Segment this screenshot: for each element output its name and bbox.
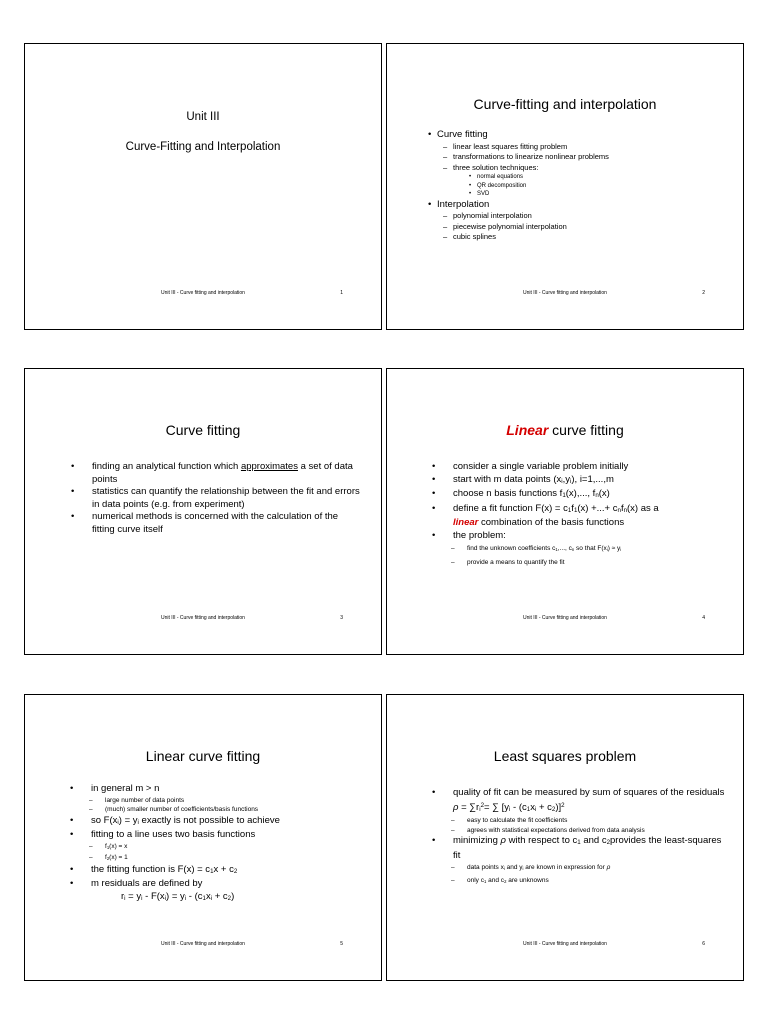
slide-3-title: Curve fitting [165,422,241,438]
slide-1 [24,43,382,330]
footer-text: Unit III - Curve fitting and interpolation [161,615,245,621]
bullet: • fitting to a line uses two basis functions [70,829,256,840]
slide-1-title: Unit III [186,111,220,123]
slide-6-title: Least squares problem [493,748,637,764]
bullet: • define a fit function $F(x) = c_1f_1(x)$ +...+ $c_nf_n(x)$ as a linear combination of the basis functions [432,502,659,528]
sub-bullet: – only $c_1$ and $c_2$ are unknowns [451,877,549,884]
sub-bullet: – agrees with statistical expectations derived from data analysis [451,826,645,834]
sub-bullet: – (much) smaller number of coefficients/basis functions [89,806,259,813]
sub-bullet: – three solution techniques: [443,162,539,172]
page-number: 5 [340,941,343,947]
sub-sub-bullet: • SVD [469,191,490,197]
bullet: • finding an analytical function which approximates a set of data points [71,461,353,485]
page-number: 4 [702,615,705,621]
bullet: • m residuals are defined by [70,878,203,889]
bullet: • consider a single variable problem initially [432,461,629,472]
sub-bullet: – cubic splines [443,232,496,241]
page-number: 1 [340,290,343,296]
sub-bullet: – large number of data points [89,796,185,804]
bullet: • the fitting function is $F(x) = c_1x + c_2$ [70,863,238,875]
slide-2-title: Curve-fitting and interpolation [473,96,657,112]
residual-equation: $r_i = y_i - F(x_i) = y_i - (c_1x_i + c_2)$ [121,890,235,902]
slide-6 [386,694,744,981]
sub-bullet: – polynomial interpolation [443,211,532,220]
bullet: • in general m > n [70,783,160,794]
page-number: 2 [702,290,705,296]
slide-5 [24,694,382,981]
slide-5-title: Linear curve fitting [145,748,261,764]
bullet: • Curve fitting [428,129,488,140]
footer-text: Unit III - Curve fitting and interpolation [523,290,607,296]
bullet: • minimizing ρ with respect to $c_1$ and $c_2provides$ the least-squares fit [432,835,722,861]
bullet: • Interpolation [428,198,490,210]
sub-bullet: – $f_2(x) = 1$ [89,853,128,861]
bullet: • so $F(x_i) = y_i$ exactly is not possible to achieve [70,814,280,826]
bullet: • statistics can quantify the relationship between the fit and errors in data points (e.g. from experiment) [71,486,360,510]
sub-bullet: – piecewise polynomial interpolation [443,221,567,231]
sub-bullet: – easy to calculate the fit coefficients [451,817,568,824]
slide-4-title: Linear curve fitting [506,422,624,438]
sub-bullet: – data points $x_i$ and $y_i$ are known in expression for ρ [451,864,611,871]
slide-1-subtitle: Curve-Fitting and Interpolation [125,141,281,153]
slide-3 [24,368,382,655]
footer-text: Unit III - Curve fitting and interpolation [161,290,245,296]
sub-bullet: – find the unknown coefficients $c_1$,..., $c_n$ so that $F(x_i) \approx y_i$ [451,545,622,552]
bullet: • choose n basis functions $f_1(x)$,..., $f_n(x)$ [432,488,610,499]
sub-sub-bullet: • normal equations [469,174,524,180]
bullet: • start with m data points $(x_i,y_i)$, i=1,...,m [432,473,614,485]
sub-bullet: – provide a means to quantify the fit [451,559,565,566]
sub-bullet: – transformations to linearize nonlinear problems [443,152,609,161]
page-number: 6 [702,941,705,947]
footer-text: Unit III - Curve fitting and interpolation [523,941,607,947]
slide-4 [386,368,744,655]
bullet: • the problem: [432,529,506,541]
footer-text: Unit III - Curve fitting and interpolation [523,615,607,621]
sub-sub-bullet: • QR decomposition [469,182,527,189]
bullet: • quality of fit can be measured by sum of squares of the residuals $\rho = \sum r_i^2=$ ∑ $[y_i - (c_1x_i + c_2)]^2$ [432,787,725,813]
slide-2 [386,43,744,330]
page-number: 3 [340,615,343,621]
footer-text: Unit III - Curve fitting and interpolation [161,941,245,947]
sub-bullet: – linear least squares fitting problem [443,141,568,151]
sub-bullet: – $f_1(x) = x$ [89,842,128,850]
bullet: • numerical methods is concerned with the calculation of the fitting curve itself [71,511,339,535]
